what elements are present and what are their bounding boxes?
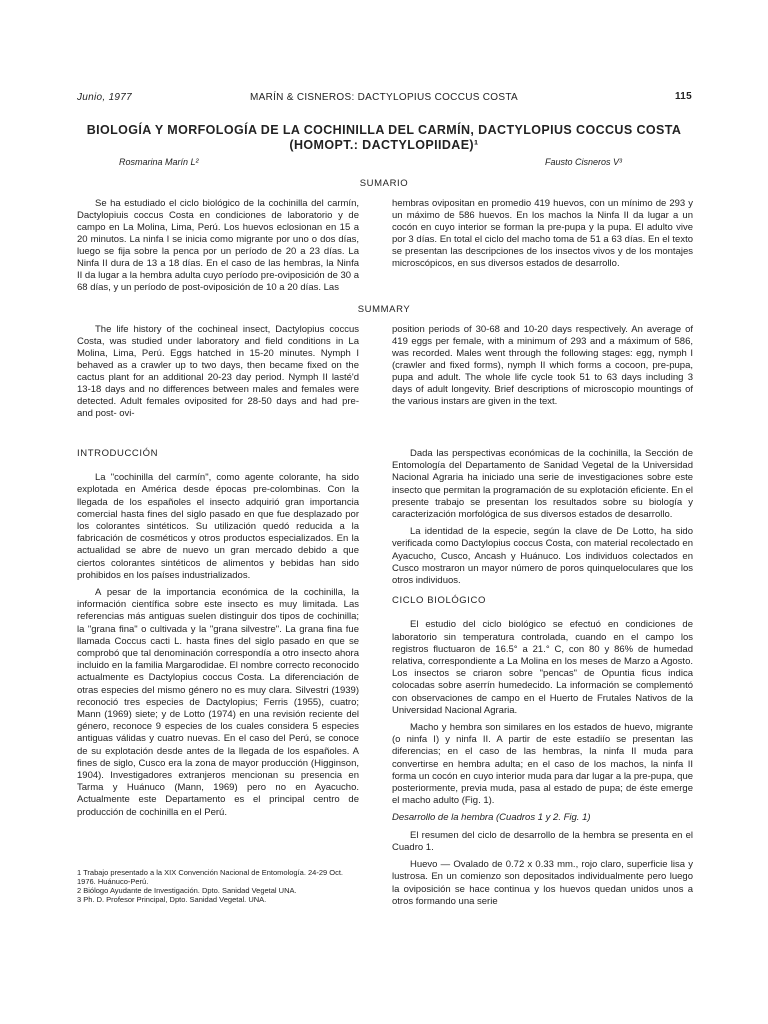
introduction-heading: INTRODUCCIÓN: [77, 448, 159, 459]
ciclo-biologico-heading: CICLO BIOLÓGICO: [392, 595, 486, 607]
header-date: Junio, 1977: [77, 92, 133, 103]
right-paragraph-4: Macho y hembra son similares en los estados de huevo, migrante (o ninfa I) y ninfa II. A partir de este estadiío se presentan las diferencias; en el caso de las hembras, la ninfa II muda para convertirse en hembra adulta; en el caso de los machos, la ninfa II forma un cocón en cuyo interior muda para dar lugar a la pre-pupa, que posteriormente, previa muda, pasa al estado de pupa; de éste emerge el macho adulto (Fig. 1).: [392, 722, 694, 807]
sumario-left-text: Se ha estudiado el ciclo biológico de la cochinilla del carmín, Dactylopiuis coccus Costa en condiciones de laboratorio y de campo en La Molina, Lima, Perú. Los huevos eclosionan en 15 a 20 minutos. La ninfa I se inicia como migrante por uno o dos días, luego se fija sobre la penca por un período de 20 a 23 días. La Ninfa II dura de 13 a 18 días. En el caso de las hembras, la Ninfa II da lugar a la hembra adulta cuyo período pre-oviposición de 30 a 68 días, y un período de post-oviposición de 10 a 20 días. Las: [77, 198, 360, 293]
page-number: 115: [674, 91, 692, 102]
summary-right-text: position periods of 30-68 and 10-20 days respectively. An average of 419 eggs per female, with a minimum of 293 and a máximum of 586, was recorded. Males went through the following stages: egg, nymph I (crawler and fixed forms), nymph II which forms a cocoon, pre-pupa, pupa and adult. The whole life cycle took 51 to 63 days including 3 days of adult longevity. Brief descriptions of microscopio mountings of the various instars are given in the text.: [392, 324, 693, 407]
article-title-line1: BIOLOGÍA Y MORFOLOGÍA DE LA COCHINILLA DEL CARMÍN, DACTYLOPIUS COCCUS COSTA: [86, 123, 682, 137]
intro-paragraph-1: La "cochinilla del carmín", como agente colorante, ha sido explotada en América desde épocas pre-colombinas. Con la llegada de los españoles el insecto adquirió gran importancia comercial hasta fines del siglo pasado en que fue desplazado por los colorantes sintéticos. Su utilización quedó reducida a la fabricación de cosméticos y otros productos especializados. En la actualidad se abre de nuevo un gran mercado debido a que ciertos colorantes sintéticos de alimentos y bebidas han sido prohibidos en los países industrializados.: [77, 472, 359, 581]
right-column: [392, 448, 693, 913]
right-paragraph-3: El estudio del ciclo biológico se efectuó en condiciones de laboratorio sin temperatura controlada, cuando en el campo los registros fluctuaron de 16.5° a 21.° C, con 80 y 86% de humedad relativa, correspondiente a La Molina en los meses de Marzo a Agosto. Los insectos se criaron sobre "pencas" de Opuntia ficus indica colocadas sobre aserrín humedecido. La información se complementó con observaciones de campo en el Huerto de Frutales Nativos de la Universidad Nacional Agraria.: [392, 619, 693, 716]
footnote-3: 3 Ph. D. Profesor Principal, Dpto. Sanidad Vegetal. UNA.: [77, 895, 267, 904]
intro-paragraph-2: A pesar de la importancia económica de la cochinilla, la información científica sobre este insecto es muy limitada. Las referencias más antiguas suelen distinguir dos tipos de cochinilla; la "grana fina" o cultivada y la "grana silvestre". La grana fina fue llamada Coccus cacti L. hasta fines del siglo pasado en que se comprobó que tal denominación correspondía a otro insecto ahora incluido en la familia Margarodidae. El nombre correcto reconocido actualmente es Dactylopius coccus Costa. La diferenciación de otras especies del mismo género no es muy clara. Silvestri (1939) reconoció tres especies de Dactylopius; Ferris (1955), cuatro; Mann (1969) siete; y de Lotto (1974) en una revisión reciente del género, reconoce 9 especies de los cuales considera 5 especies antiguas válidas y cuatro nuevas. En el caso del Perú, se conoce de su explotación desde antes de la llegada de los españoles. A fines de siglo, Cusco era la zona de mayor producción (Higginson, 1904). Investigadores extranjeros mencionan su presencia en Tarma y Huánuco (Mann, 1969) pero no en Ayacucho. Actualmente este Departamento es el principal centro de producción de cochinilla en el Perú.: [77, 587, 359, 818]
summary-heading: SUMMARY: [0, 304, 768, 315]
author-right: Fausto Cisneros V³: [545, 157, 623, 167]
right-paragraph-7: Huevo — Ovalado de 0.72 x 0.33 mm., rojo claro, superficie lisa y lustrosa. En un comienzo son depositados individualmente pero luego la oviposición se hace continua y los huevos quedan unidos unos a otros formando una serie: [392, 859, 693, 907]
right-paragraph-2: La identidad de la especie, según la clave de De Lotto, ha sido verificada como Dactylopius coccus Costa, con material recolectado en Ayacucho, Cusco, Ancash y Huánuco. Los individuos colectados en Cusco mostraron un mayor número de poros quinqueloculares que los otros individuos.: [392, 526, 693, 587]
subsection-heading: Desarrollo de la hembra (Cuadros 1 y 2. Fig. 1): [392, 812, 591, 824]
article-title-line2: (HOMOPT.: DACTYLOPIIDAE)¹: [289, 138, 479, 152]
introduction-section: [77, 448, 359, 824]
summary-left-text: The life history of the cochineal insect, Dactylopius coccus Costa, was studied under laboratory and field conditions in La Molina, Lima, Perú. Eggs hatched in 15-20 minutes. Nymph I behaved as a crawler up to two days, then became fixed on the cactus plant for an additional 20-23 day period. Nymph II lasté'd 13-18 days and no differences between males and females were detected. Adult females oviposited for 28-50 days and had pre- and post- ovi-: [77, 324, 359, 419]
footnote-1: 1 Trabajo presentado a la XIX Convención Nacional de Entomología. 24-29 Oct. 1976. Huánuco-Perú.: [77, 868, 343, 886]
author-left: Rosmarina Marín L²: [119, 157, 199, 167]
right-paragraph-6: El resumen del ciclo de desarrollo de la hembra se presenta en el Cuadro 1.: [392, 829, 693, 853]
sumario-right-text: hembras ovipositan en promedio 419 huevos, con un mínimo de 293 y un máximo de 586 huevos. En los machos la Ninfa II da lugar a un cocón en cuyo interior se forman la pre-pupa y la pupa. El adulto vive por 3 días. En total el ciclo del macho toma de 51 a 63 días. En el texto se presentan las descripciones de los insectos vivos y de los montajes microscópicos, en sus diversos estados de desarrollo.: [392, 198, 693, 269]
right-paragraph-1: Dada las perspectivas económicas de la cochinilla, la Sección de Entomología del Departamento de Sanidad Vegetal de la Universidad Nacional Agraria ha iniciado una serie de investigaciones sobre este insecto que permitan la programación de su explotación eficiente. En el presente trabajo se presentan los resultados sobre su biología y caracterización morfológica de sus diversos estados de desarrollo.: [392, 448, 693, 521]
sumario-heading: SUMARIO: [359, 178, 409, 189]
footnote-2: 2 Biólogo Ayudante de Investigación. Dpto. Sanidad Vegetal UNA.: [77, 886, 297, 895]
footnotes: [77, 868, 359, 904]
header-running-title: MARÍN & CISNEROS: DACTYLOPIUS COCCUS COSTA: [249, 92, 518, 103]
